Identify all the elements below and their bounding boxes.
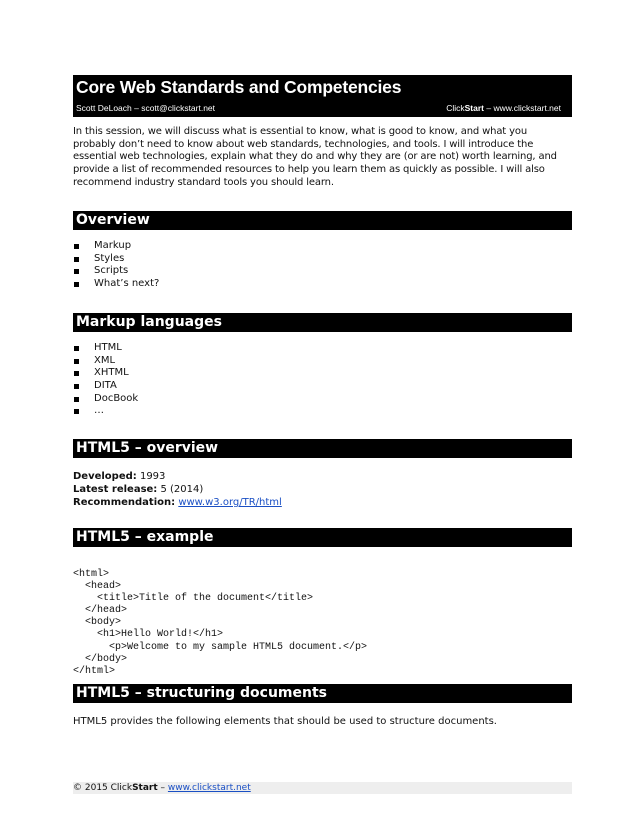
- bullet-icon: [74, 409, 79, 414]
- list-item-text: HTML: [94, 342, 122, 353]
- html5-facts: [73, 470, 282, 509]
- list-item-text: Scripts: [94, 265, 129, 277]
- list-item-text: DocBook: [94, 392, 139, 404]
- code-sample: <html> <head> <title>Title of the document</title> </head> <body> <h1>Hello World!</h1> <p>Welcome to my sample HTML5 document.</p> </body> </html>: [73, 569, 368, 677]
- footer-copyright: © 2015 Click: [73, 783, 133, 793]
- bullet-icon: [74, 397, 79, 402]
- list-item: [73, 278, 159, 291]
- overview-list: [73, 240, 159, 291]
- section-title-markup-languages: Markup languages: [76, 314, 222, 330]
- markup-languages-list: [73, 342, 138, 418]
- page-footer: [73, 782, 572, 794]
- list-item-text: XHTML: [94, 367, 129, 379]
- footer-dash: –: [157, 783, 168, 793]
- section-header-html5-overview: [73, 439, 572, 458]
- section-header-html5-example: [73, 528, 572, 547]
- intro-paragraph: In this session, we will discuss what is essential to know, what is good to know, and what you probably don’t need to know about web standards, technologies, and tools. I will introduce the essential web technologies, explain what they do and why they are (or are not) worth learning, and provide a list of recommended resources to help you learn them as quickly as possible. I will also recommend industry standard tools you should learn.: [73, 126, 557, 188]
- section-title-html5-example: HTML5 – example: [76, 529, 214, 545]
- document-title: Core Web Standards and Competencies: [76, 77, 402, 97]
- developed-value: 1993: [136, 471, 166, 482]
- site-brand-bold: Start: [464, 103, 484, 113]
- structuring-paragraph: HTML5 provides the following elements that should be used to structure documents.: [73, 716, 497, 727]
- section-header-overview: [73, 211, 572, 230]
- section-header-markup-languages: [73, 313, 572, 332]
- latest-release-label: Latest release:: [73, 484, 158, 495]
- section-title-html5-structuring: HTML5 – structuring documents: [76, 685, 328, 701]
- list-item: [73, 342, 138, 355]
- list-item: [73, 405, 138, 418]
- bullet-icon: [74, 371, 79, 376]
- site-suffix: – www.clickstart.net: [484, 103, 561, 113]
- list-item: [73, 265, 159, 278]
- recommendation-row: [73, 496, 282, 509]
- bullet-icon: [74, 244, 79, 249]
- bullet-icon: [74, 257, 79, 262]
- author-line: Scott DeLoach – scott@clickstart.net: [76, 103, 216, 113]
- list-item: [73, 380, 138, 393]
- site-line: [446, 103, 561, 113]
- recommendation-link[interactable]: www.w3.org/TR/html: [178, 497, 282, 508]
- footer-link[interactable]: www.clickstart.net: [167, 783, 251, 793]
- list-item-text: Markup: [94, 240, 132, 251]
- bullet-icon: [74, 269, 79, 274]
- list-item-text: What’s next?: [94, 278, 160, 290]
- footer-brand-bold: Start: [132, 783, 158, 793]
- title-banner: [73, 75, 572, 117]
- list-item-text: Styles: [94, 252, 125, 264]
- bullet-icon: [74, 282, 79, 287]
- latest-release-value: 5 (2014): [157, 484, 204, 495]
- section-title-overview: Overview: [76, 212, 150, 228]
- developed-label: Developed:: [73, 471, 137, 482]
- bullet-icon: [74, 359, 79, 364]
- section-header-html5-structuring: [73, 684, 572, 703]
- developed-row: [73, 470, 282, 483]
- list-item-text: …: [94, 405, 104, 417]
- latest-release-row: [73, 483, 282, 496]
- bullet-icon: [74, 384, 79, 389]
- list-item: [73, 253, 159, 266]
- list-item-text: XML: [94, 354, 116, 366]
- list-item: [73, 240, 159, 253]
- list-item: [73, 393, 138, 406]
- section-title-html5-overview: HTML5 – overview: [76, 440, 219, 456]
- list-item: [73, 355, 138, 368]
- list-item-text: DITA: [94, 380, 117, 392]
- list-item: [73, 367, 138, 380]
- bullet-icon: [74, 346, 79, 351]
- site-prefix: Click: [446, 103, 465, 113]
- recommendation-label: Recommendation:: [73, 497, 176, 508]
